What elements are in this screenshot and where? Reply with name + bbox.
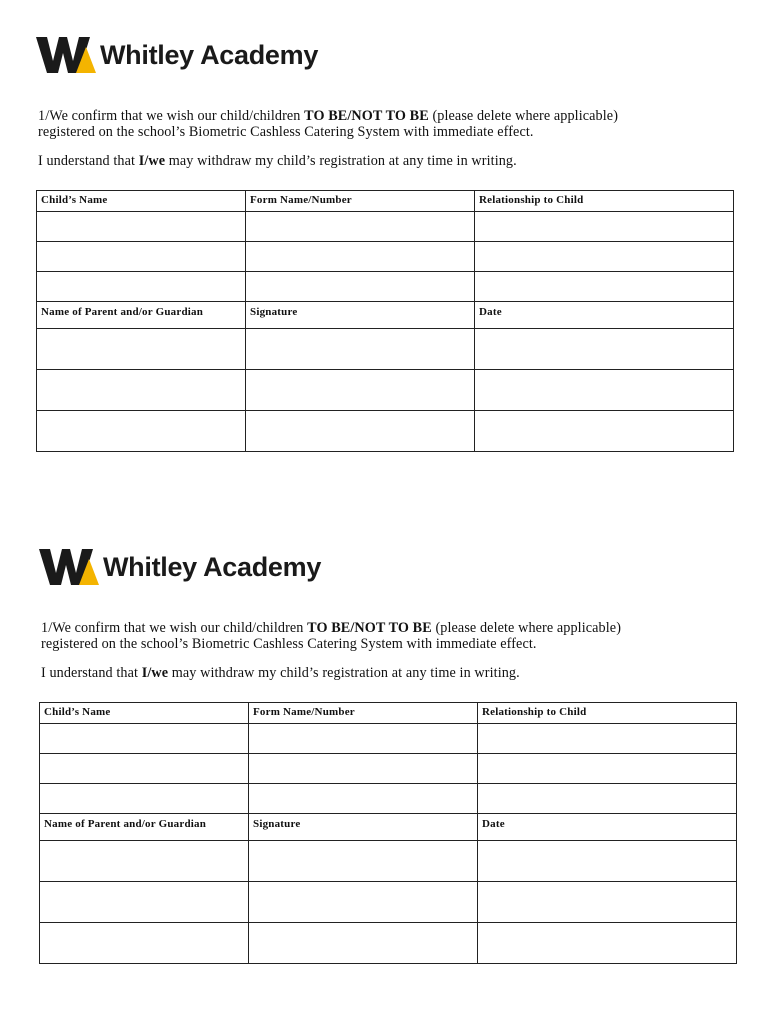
relationship-field[interactable] — [475, 212, 734, 242]
child-header-row — [40, 703, 737, 724]
wa-logo-icon — [39, 547, 99, 587]
withdraw-statement — [41, 665, 741, 681]
statement-text-2: registered on the school’s Biometric Cashless Catering System with immediate effect. — [38, 124, 534, 140]
parent-name-header: Name of Parent and/or Guardian — [37, 302, 246, 329]
form-number-field[interactable] — [249, 724, 478, 754]
child-name-field[interactable] — [37, 242, 246, 272]
parent-entry-row — [40, 882, 737, 923]
relationship-header: Relationship to Child — [478, 703, 737, 724]
withdraw-statement — [38, 153, 738, 169]
parent-name-field[interactable] — [37, 370, 246, 411]
academy-logo — [39, 546, 321, 588]
relationship-field[interactable] — [475, 272, 734, 302]
confirm-statement — [38, 108, 738, 140]
statement-note: (please delete where applicable) — [428, 108, 619, 124]
date-field[interactable] — [475, 411, 734, 452]
date-field[interactable] — [478, 882, 737, 923]
form-number-field[interactable] — [249, 754, 478, 784]
form-number-field[interactable] — [246, 242, 475, 272]
child-name-field[interactable] — [40, 724, 249, 754]
signature-field[interactable] — [246, 411, 475, 452]
date-field[interactable] — [478, 923, 737, 964]
child-name-field[interactable] — [40, 784, 249, 814]
date-field[interactable] — [478, 841, 737, 882]
form-number-header: Form Name/Number — [249, 703, 478, 724]
relationship-field[interactable] — [478, 784, 737, 814]
withdraw-text: I understand that — [38, 153, 139, 169]
date-field[interactable] — [475, 329, 734, 370]
child-name-field[interactable] — [37, 212, 246, 242]
parent-entry-row — [37, 411, 734, 452]
parent-entry-row — [40, 841, 737, 882]
withdraw-text-2: may withdraw my child’s registration at any time in writing. — [165, 153, 517, 169]
date-header: Date — [478, 814, 737, 841]
child-entry-row — [37, 242, 734, 272]
withdraw-text-2: may withdraw my child’s registration at any time in writing. — [168, 665, 520, 681]
form-number-header: Form Name/Number — [246, 191, 475, 212]
statement-text-2: registered on the school’s Biometric Cashless Catering System with immediate effect. — [41, 636, 537, 652]
child-name-header: Child’s Name — [37, 191, 246, 212]
relationship-header: Relationship to Child — [475, 191, 734, 212]
child-entry-row — [40, 784, 737, 814]
parent-entry-row — [37, 329, 734, 370]
child-entry-row — [37, 212, 734, 242]
statement-text: 1/We confirm that we wish our child/children — [38, 108, 305, 124]
parent-name-field[interactable] — [40, 882, 249, 923]
parent-entry-row — [40, 923, 737, 964]
signature-header: Signature — [249, 814, 478, 841]
parent-name-field[interactable] — [40, 923, 249, 964]
parent-name-field[interactable] — [40, 841, 249, 882]
signature-field[interactable] — [249, 882, 478, 923]
signature-header: Signature — [246, 302, 475, 329]
withdraw-emphasis: I/we — [138, 153, 166, 169]
relationship-field[interactable] — [478, 754, 737, 784]
withdraw-text: I understand that — [41, 665, 142, 681]
confirm-statement — [41, 620, 741, 652]
parent-header-row — [37, 302, 734, 329]
child-name-field[interactable] — [37, 272, 246, 302]
withdraw-emphasis: I/we — [141, 665, 169, 681]
child-entry-row — [40, 724, 737, 754]
child-entry-row — [40, 754, 737, 784]
registration-table — [36, 190, 734, 452]
academy-logo — [36, 34, 318, 76]
child-header-row — [37, 191, 734, 212]
statement-emphasis: TO BE/NOT TO BE — [304, 108, 429, 124]
parent-name-field[interactable] — [37, 411, 246, 452]
parent-name-field[interactable] — [37, 329, 246, 370]
statement-emphasis: TO BE/NOT TO BE — [307, 620, 432, 636]
signature-field[interactable] — [249, 841, 478, 882]
academy-name: Whitley Academy — [103, 552, 322, 582]
wa-logo-icon — [36, 35, 96, 75]
signature-field[interactable] — [249, 923, 478, 964]
parent-name-header: Name of Parent and/or Guardian — [40, 814, 249, 841]
relationship-field[interactable] — [478, 724, 737, 754]
form-number-field[interactable] — [249, 784, 478, 814]
child-entry-row — [37, 272, 734, 302]
academy-name: Whitley Academy — [100, 40, 319, 70]
form-number-field[interactable] — [246, 212, 475, 242]
registration-table — [39, 702, 737, 964]
date-header: Date — [475, 302, 734, 329]
child-name-field[interactable] — [40, 754, 249, 784]
signature-field[interactable] — [246, 329, 475, 370]
form-number-field[interactable] — [246, 272, 475, 302]
statement-note: (please delete where applicable) — [431, 620, 622, 636]
date-field[interactable] — [475, 370, 734, 411]
statement-text: 1/We confirm that we wish our child/children — [41, 620, 308, 636]
parent-entry-row — [37, 370, 734, 411]
parent-header-row — [40, 814, 737, 841]
relationship-field[interactable] — [475, 242, 734, 272]
child-name-header: Child’s Name — [40, 703, 249, 724]
signature-field[interactable] — [246, 370, 475, 411]
